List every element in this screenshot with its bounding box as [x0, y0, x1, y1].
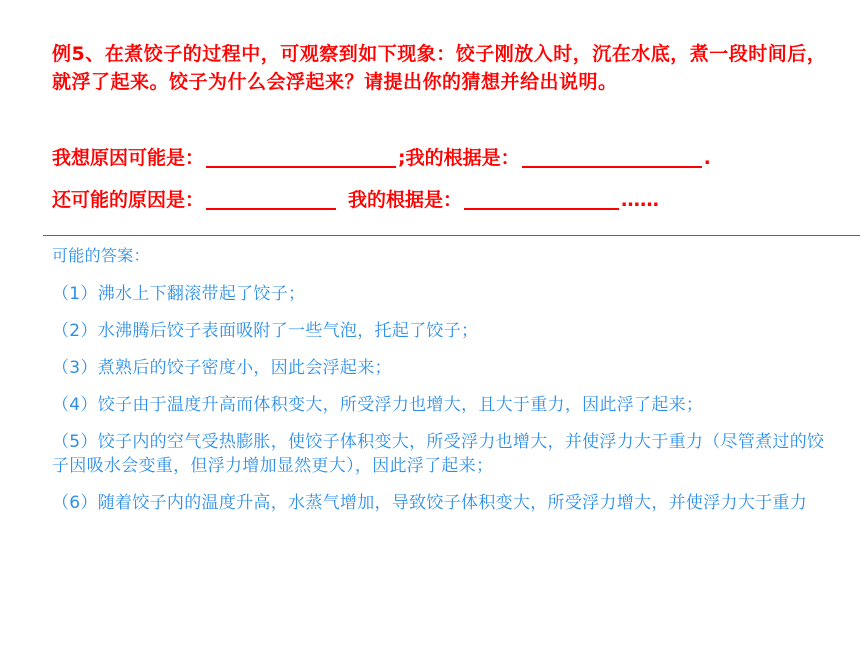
- section-divider: [43, 235, 860, 236]
- answer-item: （5）饺子内的空气受热膨胀，使饺子体积变大，所受浮力也增大，并使浮力大于重力（尽管煮过的饺子因吸水会变重，但浮力增加显然更大），因此浮了起来；: [52, 432, 825, 476]
- answers-section: [52, 244, 832, 528]
- answer-item: （6）随着饺子内的温度升高，水蒸气增加，导致饺子体积变大，所受浮力增大，并使浮力大于重力: [52, 493, 808, 513]
- reason-blank-2[interactable]: [206, 188, 336, 210]
- reason-label-1: 我想原因可能是：: [52, 147, 205, 169]
- answers-heading: 可能的答案：: [52, 246, 150, 265]
- answer-item: （2）水沸腾后饺子表面吸附了一些气泡，托起了饺子；: [52, 321, 479, 341]
- basis-blank-1[interactable]: [522, 146, 702, 168]
- basis-label-2: 我的根据是：: [348, 189, 463, 211]
- basis-blank-2[interactable]: [464, 188, 619, 210]
- question-text: 例5、在煮饺子的过程中，可观察到如下现象：饺子刚放入时，沉在水底，煮一段时间后，就浮了起来。饺子为什么会浮起来？请提出你的猜想并给出说明。: [52, 43, 827, 93]
- answer-item: （1）沸水上下翻滚带起了饺子；: [52, 284, 306, 304]
- reason-blank-1[interactable]: [206, 146, 396, 168]
- reason-label-2: 还可能的原因是：: [52, 189, 205, 211]
- reason-line-1: [52, 144, 711, 172]
- line2-end: ……: [621, 189, 660, 211]
- reason-line-2: [52, 186, 659, 214]
- basis-label-1: ;我的根据是：: [398, 147, 520, 169]
- answer-item: （4）饺子由于温度升高而体积变大，所受浮力也增大，且大于重力，因此浮了起来；: [52, 395, 704, 415]
- answer-item: （3）煮熟后的饺子密度小，因此会浮起来；: [52, 358, 392, 378]
- line1-end: .: [703, 147, 711, 169]
